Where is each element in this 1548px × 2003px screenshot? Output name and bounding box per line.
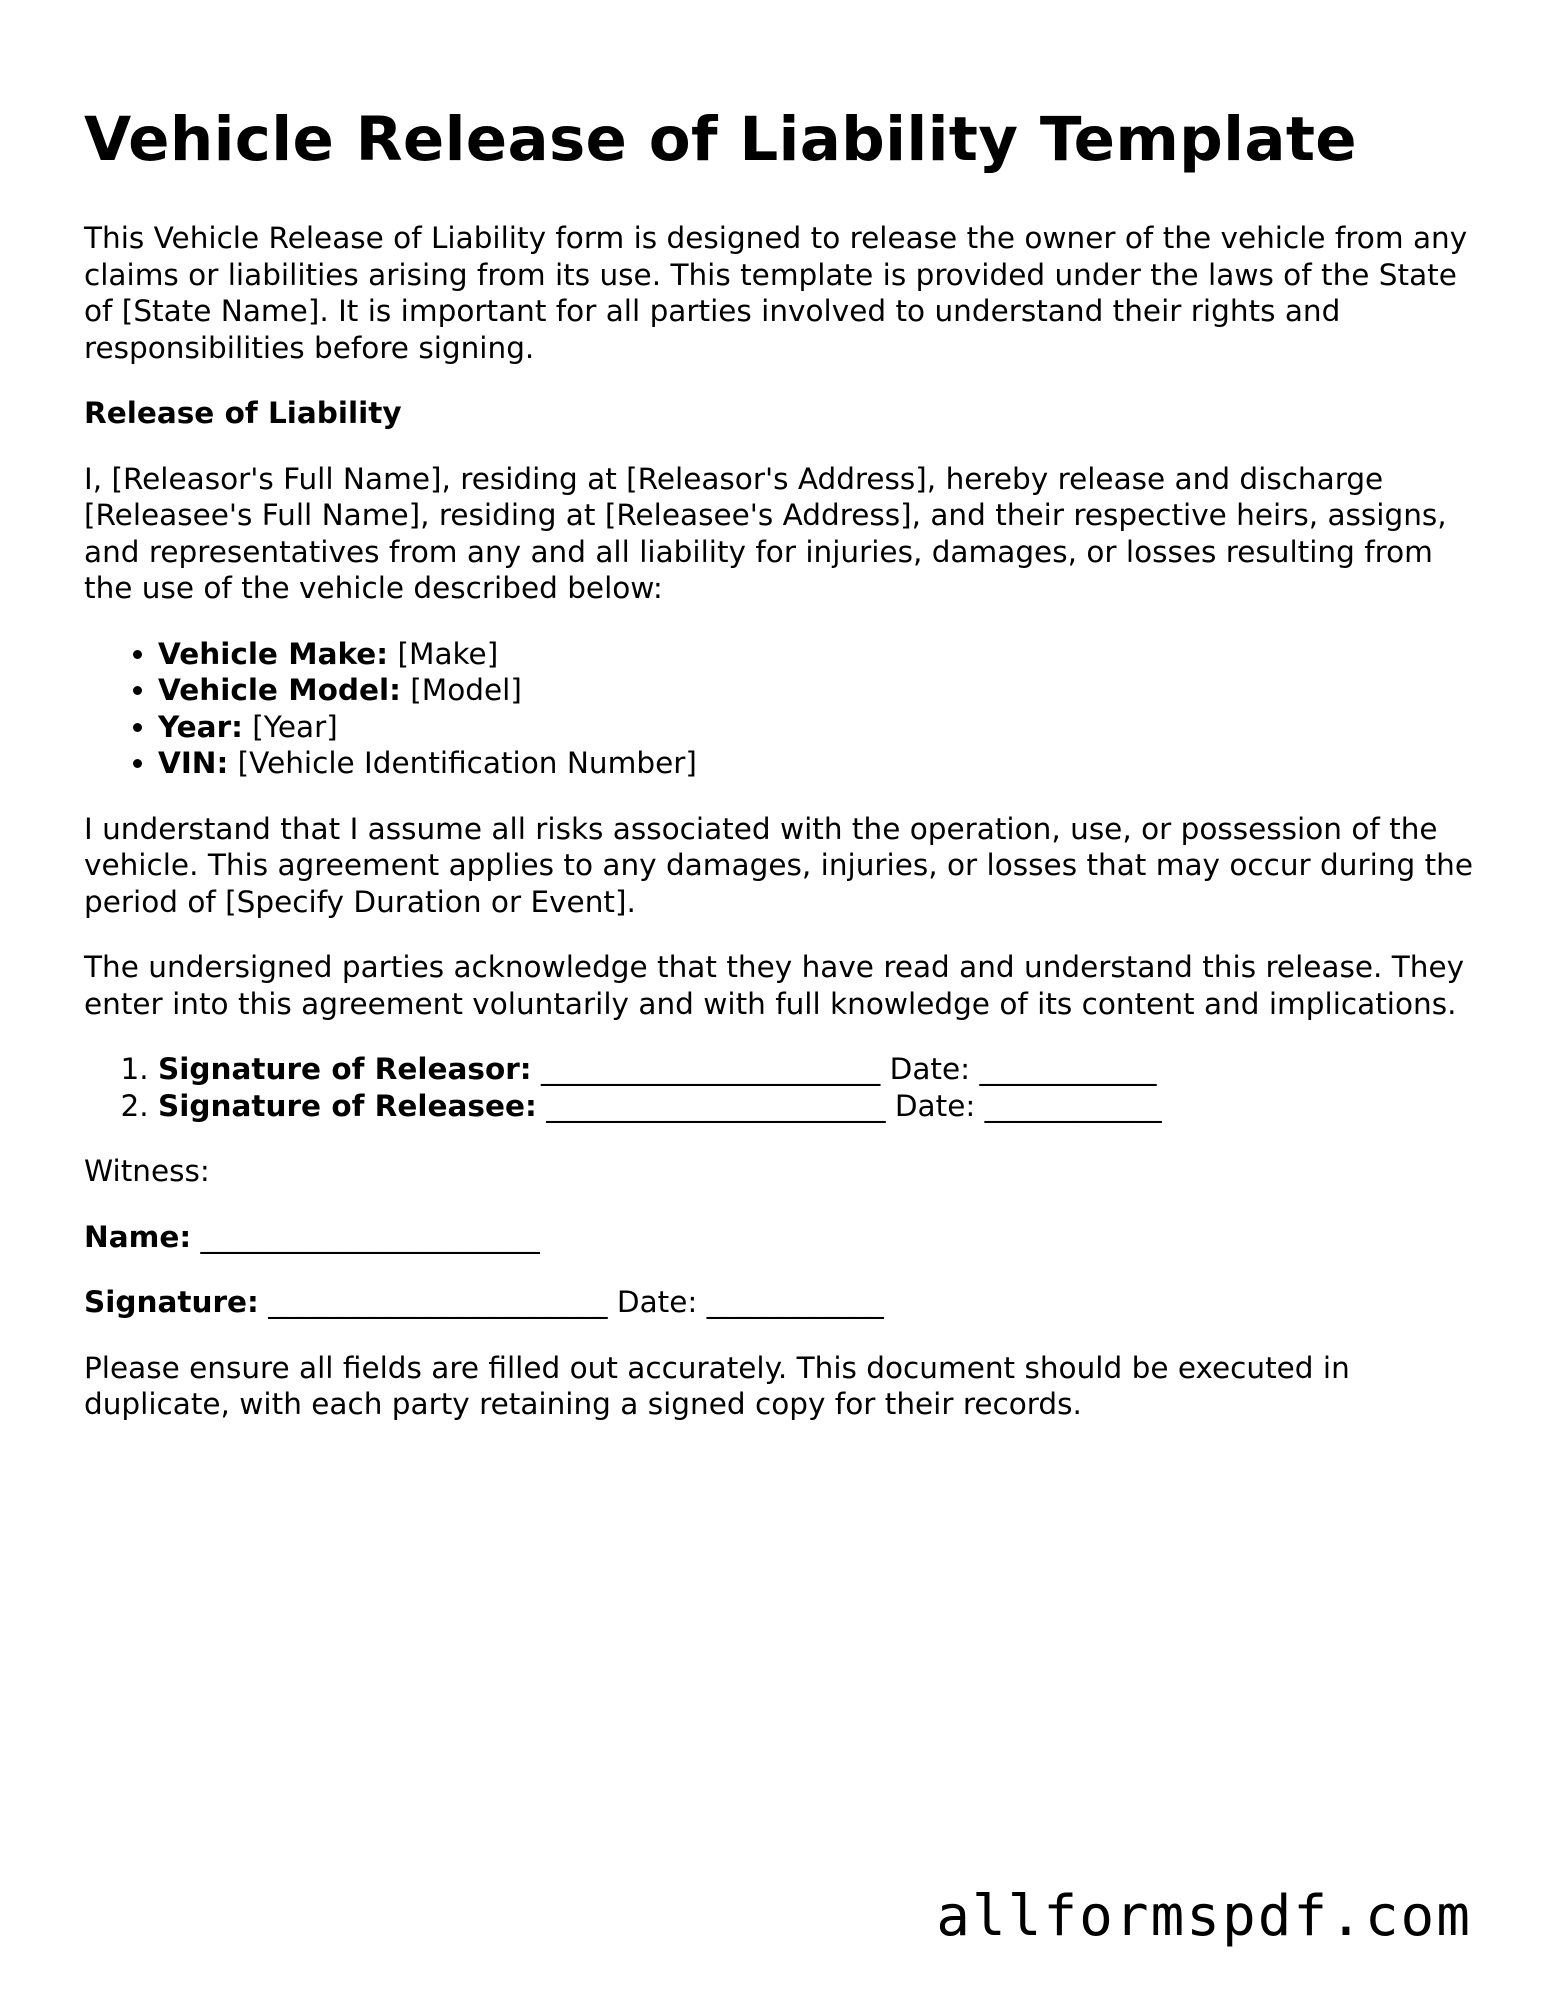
releasor-signature-label: Signature of Releasor: xyxy=(158,1052,532,1086)
releasee-date-line[interactable]: ____________ xyxy=(984,1088,1162,1123)
vehicle-make-label: Vehicle Make: xyxy=(158,636,389,671)
witness-signature-label: Signature: xyxy=(84,1285,259,1319)
vehicle-model-value: [Model] xyxy=(400,673,522,707)
intro-paragraph: This Vehicle Release of Liability form is designed to release the owner of the vehicle from any claims or liabilities arising from its use. This template is provided under the laws of the State of [State Name]. It is important for all parties involved to understand their rights and responsibilities before signing. xyxy=(84,221,1468,365)
witness-label: Witness: xyxy=(84,1154,210,1188)
year-value: [Year] xyxy=(242,709,338,744)
vin-label: VIN: xyxy=(158,746,229,780)
list-item-vehicle-make xyxy=(158,636,1474,673)
closing-paragraph: Please ensure all fields are filled out accurately. This document should be executed in duplicate, with each party retaining a signed copy for their records. xyxy=(84,1350,1350,1421)
vehicle-make-value: [Make] xyxy=(388,636,499,671)
acknowledgement-paragraph: The undersigned parties acknowledge that they have read and understand this release. They enter into this agreement voluntarily and with full knowledge of its content and implications. xyxy=(84,950,1465,1021)
releasee-signature-line[interactable]: _______________________ xyxy=(536,1088,895,1123)
releasor-date-label: Date: xyxy=(889,1052,980,1086)
signature-list xyxy=(84,1051,1474,1124)
releasor-date-line[interactable]: ____________ xyxy=(979,1052,1157,1086)
witness-name-label: Name: xyxy=(84,1219,192,1254)
risk-paragraph: I understand that I assume all risks associated with the operation, use, or possession of the vehicle. This agreement applies to any damages, injuries, or losses that may occur during the period of [Specify Duration or Event]. xyxy=(84,811,1474,919)
vehicle-details-list xyxy=(84,636,1474,782)
witness-signature-line[interactable]: _______________________ xyxy=(258,1285,617,1319)
releasee-date-label: Date: xyxy=(894,1088,985,1123)
watermark-text: allformspdf.com xyxy=(936,1884,1472,1949)
list-item-vin xyxy=(158,745,1474,782)
list-item-releasor-signature xyxy=(158,1051,1474,1088)
release-paragraph: I, [Releasor's Full Name], residing at [Releasor's Address], hereby release and discharge [Releasee's Full Name], residing at [Releasee's Address], and their respective heirs, assigns, and representatives from any and all liability for injuries, damages, or losses resulting from the use of the vehicle described below: xyxy=(84,461,1447,605)
witness-name-line[interactable]: _______________________ xyxy=(191,1219,540,1254)
document-title: Vehicle Release of Liability Template xyxy=(84,104,1357,175)
witness-signature-row xyxy=(84,1284,1474,1321)
releasor-signature-line[interactable]: _______________________ xyxy=(531,1052,890,1086)
section-title: Release of Liability xyxy=(84,396,402,430)
releasee-signature-label: Signature of Releasee: xyxy=(158,1088,537,1123)
list-item-releasee-signature xyxy=(158,1088,1474,1125)
list-item-vehicle-model xyxy=(158,672,1474,709)
year-label: Year: xyxy=(158,709,243,744)
list-item-year xyxy=(158,709,1474,746)
vin-value: [Vehicle Identification Number] xyxy=(228,746,697,780)
witness-date-line[interactable]: ____________ xyxy=(706,1285,884,1319)
vehicle-model-label: Vehicle Model: xyxy=(158,673,401,707)
witness-date-label: Date: xyxy=(616,1285,707,1319)
document-page xyxy=(84,100,1474,1423)
witness-name-row xyxy=(84,1219,1474,1256)
